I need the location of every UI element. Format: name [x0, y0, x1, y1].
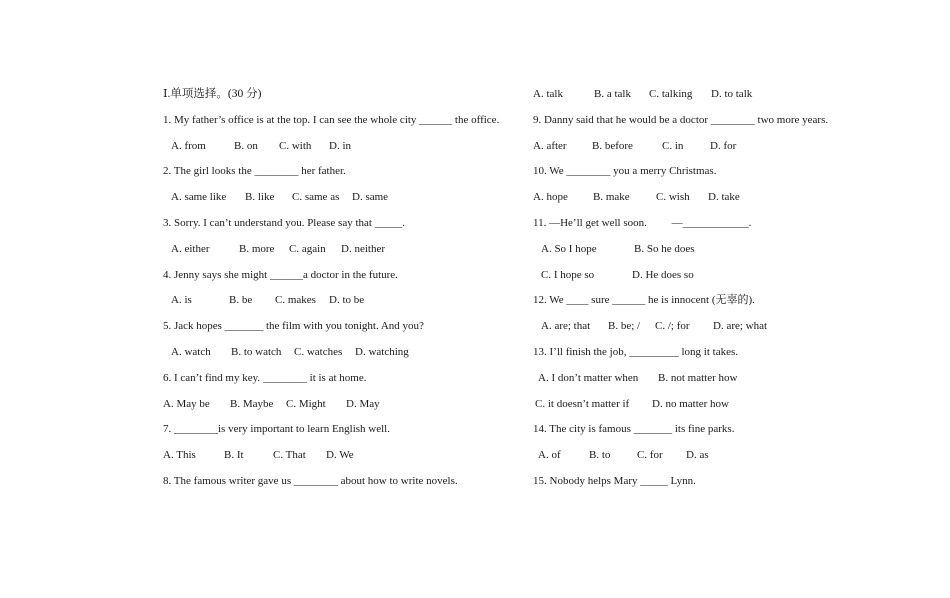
option-c: C. I hope so — [541, 268, 595, 281]
option-b: B. like — [245, 191, 275, 204]
option-b: B. to — [589, 449, 611, 462]
section-title: Ⅰ.单项选择。(30 分) — [163, 88, 262, 100]
question-12-options — [533, 314, 913, 340]
question-11-options-row1 — [533, 237, 913, 263]
option-b: B. to watch — [231, 345, 282, 358]
question-4-options — [163, 288, 523, 314]
option-c: C. same as — [292, 191, 340, 204]
question-15: 15. Nobody helps Mary _____ Lynn. — [533, 474, 696, 487]
option-a: A. same like — [171, 191, 227, 204]
question-8: 8. The famous writer gave us ________ about how to write novels. — [163, 474, 458, 487]
option-b: B. It — [224, 449, 244, 462]
option-d: D. to talk — [711, 88, 753, 100]
question-9-options — [533, 134, 913, 160]
option-a: A. of — [538, 449, 561, 462]
question-12: 12. We ____ sure ______ he is innocent (无辜的). — [533, 294, 755, 307]
option-b: B. So he does — [634, 242, 695, 255]
question-1-options — [163, 134, 523, 160]
question-11: 11. —He’ll get well soon. —____________. — [533, 216, 752, 229]
option-d: D. for — [710, 139, 737, 152]
option-c: C. watches — [294, 345, 343, 358]
option-b: B. more — [239, 242, 275, 255]
question-7: 7. ________is very important to learn English well. — [163, 423, 390, 436]
question-11-options-row2 — [533, 263, 913, 289]
option-c: C. That — [273, 449, 306, 462]
question-5-options — [163, 340, 523, 366]
option-c: C. talking — [649, 88, 693, 100]
option-a: A. watch — [171, 345, 211, 358]
option-b: B. not matter how — [658, 371, 738, 384]
option-d: D. in — [329, 139, 351, 152]
option-b: B. be; / — [608, 320, 641, 333]
option-c: C. wish — [656, 191, 690, 204]
option-d: D. same — [352, 191, 389, 204]
question-3: 3. Sorry. I can’t understand you. Please say that _____. — [163, 216, 405, 229]
option-d: D. May — [346, 397, 380, 410]
question-13: 13. I’ll finish the job, _________ long it takes. — [533, 345, 739, 358]
option-d: D. to be — [329, 294, 365, 307]
option-c: C. again — [289, 242, 326, 255]
option-a: A. So I hope — [541, 242, 597, 255]
option-a: A. either — [171, 242, 210, 255]
question-14-options — [533, 443, 913, 469]
question-8-options — [533, 82, 913, 108]
option-b: B. before — [592, 139, 633, 152]
question-4: 4. Jenny says she might ______a doctor in the future. — [163, 268, 398, 281]
option-c: C. /; for — [655, 320, 690, 333]
option-a: A. This — [163, 449, 196, 462]
option-c: C. with — [279, 139, 312, 152]
option-d: D. take — [708, 191, 740, 204]
option-a: A. from — [171, 139, 206, 152]
option-a: A. talk — [533, 88, 563, 100]
option-d: D. are; what — [713, 320, 768, 333]
question-10: 10. We ________ you a merry Christmas. — [533, 165, 717, 178]
option-c: C. in — [662, 139, 684, 152]
question-5: 5. Jack hopes _______ the film with you tonight. And you? — [163, 320, 424, 333]
option-d: D. We — [326, 449, 354, 462]
option-a: A. May be — [163, 397, 210, 410]
question-2-options — [163, 185, 523, 211]
option-b: B. on — [234, 139, 258, 152]
option-a: A. after — [533, 139, 567, 152]
left-column — [163, 82, 523, 495]
option-a: A. I don’t matter when — [538, 371, 639, 384]
question-13-options-row2 — [533, 392, 913, 418]
option-c: C. Might — [286, 397, 326, 410]
option-d: D. watching — [355, 345, 409, 358]
option-b: B. be — [229, 294, 253, 307]
option-c: C. it doesn’t matter if — [535, 397, 630, 410]
right-column — [533, 82, 913, 495]
question-10-options — [533, 185, 913, 211]
option-d: D. neither — [341, 242, 385, 255]
option-d: D. no matter how — [652, 397, 729, 410]
question-7-options — [163, 443, 523, 469]
option-a: A. are; that — [541, 320, 591, 333]
question-14: 14. The city is famous _______ its fine parks. — [533, 423, 735, 436]
question-3-options — [163, 237, 523, 263]
question-6: 6. I can’t find my key. ________ it is at home. — [163, 371, 367, 384]
option-b: B. make — [593, 191, 630, 204]
question-9: 9. Danny said that he would be a doctor ________ two more years. — [533, 113, 829, 126]
option-a: A. is — [171, 294, 192, 307]
question-2: 2. The girl looks the ________ her father. — [163, 165, 346, 178]
option-a: A. hope — [533, 191, 568, 204]
option-b: B. a talk — [594, 88, 631, 100]
option-d: D. He does so — [632, 268, 694, 281]
option-c: C. makes — [275, 294, 316, 307]
question-13-options-row1 — [533, 366, 913, 392]
question-1: 1. My father’s office is at the top. I can see the whole city ______ the office. — [163, 113, 500, 126]
option-b: B. Maybe — [230, 397, 274, 410]
option-c: C. for — [637, 449, 663, 462]
question-6-options — [163, 392, 523, 418]
option-d: D. as — [686, 449, 709, 462]
